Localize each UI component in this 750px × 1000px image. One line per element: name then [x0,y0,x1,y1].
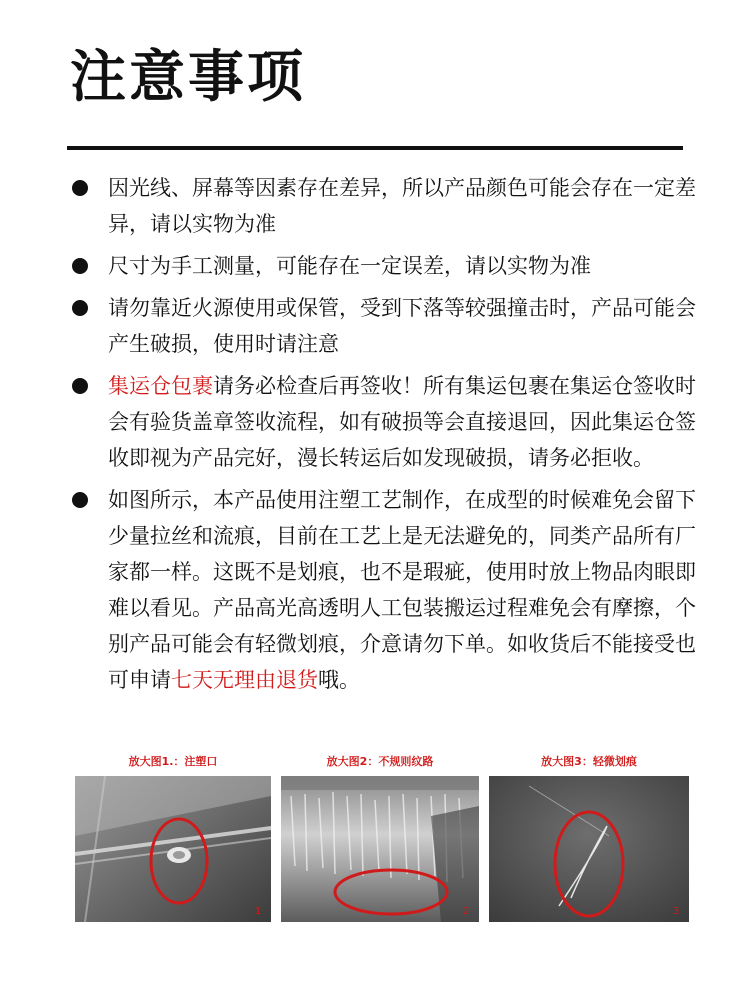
bullet-icon [72,258,88,274]
figure-number: 1 [255,906,262,917]
figure-2 [281,752,479,922]
note-text: 因光线、屏幕等因素存在差异，所以产品颜色可能会存在一定差异，请以实物为准 [108,176,696,236]
page-title: 注意事项 [70,45,306,110]
note-item [68,290,708,362]
injection-point-image [75,776,271,922]
note-text: 请务必检查后再签收！所有集运包裹在集运仓签收时会有验货盖章签收流程，如有破损等会直接退回，因此集运仓签收即视为产品完好，漫长转运后如发现破损，请务必拒收。 [108,374,696,470]
figure-row [75,752,689,924]
figure-photo [75,776,271,922]
figure-photo [281,776,479,922]
notes-list [68,170,708,704]
figure-3 [489,752,689,922]
figure-caption: 放大图2：不规则纹路 [326,755,434,768]
title-divider [67,146,683,150]
note-text: 请勿靠近火源使用或保管，受到下落等较强撞击时，产品可能会产生破损，使用时请注意 [108,296,696,356]
bullet-icon [72,300,88,316]
light-scratch-image [489,776,689,922]
figure-1 [75,752,271,922]
note-text-tail: 哦。 [318,668,360,692]
note-item [68,368,708,476]
bullet-icon [72,180,88,196]
figure-caption: 放大图1.：注塑口 [128,755,218,768]
figure-number: 3 [673,906,680,917]
figure-photo [489,776,689,922]
note-item [68,482,708,698]
note-text: 如图所示，本产品使用注塑工艺制作，在成型的时候难免会留下少量拉丝和流痕，目前在工艺上是无法避免的，同类产品所有厂家都一样。这既不是划痕，也不是瑕疵，使用时放上物品肉眼即难以看见。产品高光高透明人工包装搬运过程难免会有摩擦，个别产品可能会有轻微划痕，介意请勿下单。如收货后不能接受也可申请 [108,488,696,692]
bullet-icon [72,378,88,394]
figure-number: 2 [463,906,470,917]
bullet-icon [72,492,88,508]
figure-caption: 放大图3：轻微划痕 [541,755,637,768]
note-highlight: 集运仓包裹 [108,374,213,398]
flow-mark-image [281,776,479,922]
note-item [68,170,708,242]
note-item [68,248,708,284]
note-text: 尺寸为手工测量，可能存在一定误差，请以实物为准 [108,254,591,278]
note-highlight: 七天无理由退货 [171,668,318,692]
